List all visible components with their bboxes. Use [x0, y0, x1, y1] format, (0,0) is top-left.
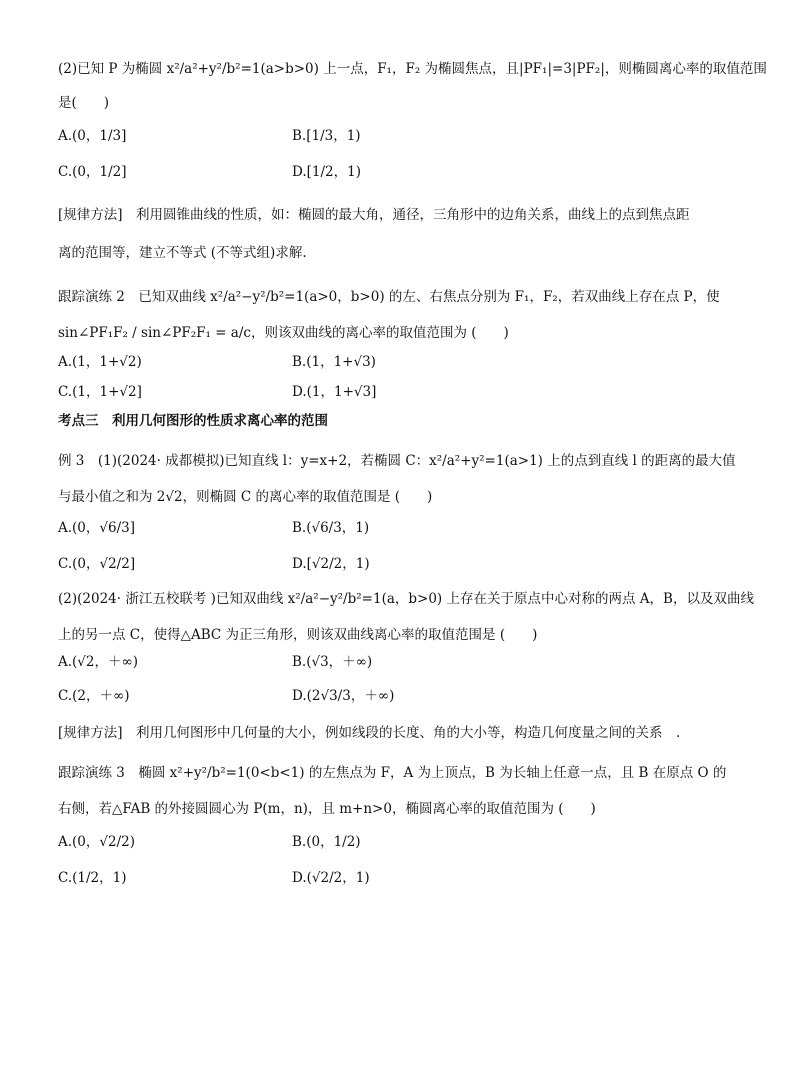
option-c[interactable]: C.(0，√2/2]: [58, 556, 136, 572]
track-exercise-3: [58, 764, 748, 892]
document-page: [58, 60, 767, 892]
option-b[interactable]: B.(√6/3，1): [292, 520, 370, 536]
example-3-1-line-2: 与最小值之和为 2√2，则椭圆 C 的离心率的取值范围是 ( ): [58, 489, 433, 505]
option-c[interactable]: C.(1，1+√2]: [58, 384, 142, 400]
option-c[interactable]: C.(0，1/2]: [58, 164, 127, 180]
problem-2-line-2: 是( ): [58, 95, 110, 111]
option-d[interactable]: D.[1/2，1): [292, 164, 361, 180]
option-d[interactable]: D.[√2/2，1): [292, 556, 370, 572]
method-note-1-line-2: 离的范围等，建立不等式 (不等式组)求解.: [58, 245, 307, 261]
example-3-part-1: [58, 452, 748, 578]
problem-2-line-1: (2)已知 P 为椭圆 x²/a²+y²/b²=1(a>b>0) 上一点，F₁，F₂ 为椭圆焦点，且|PF₁|=3|PF₂|，则椭圆离心率的取值范围: [58, 61, 767, 77]
option-b[interactable]: B.(0，1/2): [292, 834, 361, 850]
track-exercise-2-line-2: sin∠PF₁F₂ / sin∠PF₂F₁ = a/c，则该双曲线的离心率的取值范围为 ( ): [58, 325, 509, 341]
problem-2: [58, 60, 767, 186]
option-b[interactable]: B.[1/3，1): [292, 128, 361, 144]
section-heading: 考点三 利用几何图形的性质求离心率的范围: [58, 413, 328, 429]
method-note-1-line-1: [规律方法] 利用圆锥曲线的性质，如：椭圆的最大角，通径，三角形中的边角关系，曲线上的点到焦点距: [58, 207, 690, 223]
option-d[interactable]: D.(2√3/3，＋∞): [292, 688, 395, 704]
option-a[interactable]: A.(1，1+√2): [58, 354, 142, 370]
option-d[interactable]: D.(1，1+√3]: [292, 384, 377, 400]
option-a[interactable]: A.(√2，＋∞): [58, 654, 139, 670]
option-b[interactable]: B.(√3，＋∞): [292, 654, 373, 670]
example-3-part-2: [58, 590, 754, 710]
example-3-2-line-2: 上的另一点 C，使得△ABC 为正三角形，则该双曲线离心率的取值范围是 ( ): [58, 627, 538, 643]
example-3-2-line-1: (2)(2024· 浙江五校联考 )已知双曲线 x²/a²−y²/b²=1(a，b>0) 上存在关于原点中心对称的两点 A，B，以及双曲线: [58, 591, 754, 607]
method-note-1: [58, 206, 748, 262]
option-c[interactable]: C.(2，＋∞): [58, 688, 130, 704]
example-3-1-line-1: 例 3 (1)(2024· 成都模拟)已知直线 l：y=x+2，若椭圆 C：x²/a²+y²=1(a>1) 上的点到直线 l 的距离的最大值: [58, 453, 736, 469]
track-exercise-3-line-2: 右侧，若△FAB 的外接圆圆心为 P(m，n)，且 m+n>0，椭圆离心率的取值范围为 ( ): [58, 801, 596, 817]
track-exercise-3-line-1: 跟踪演练 3 椭圆 x²+y²/b²=1(0<b<1) 的左焦点为 F，A 为上顶点，B 为长轴上任意一点，且 B 在原点 O 的: [58, 765, 727, 781]
option-a[interactable]: A.(0，√2/2): [58, 834, 135, 850]
option-b[interactable]: B.(1，1+√3): [292, 354, 376, 370]
option-a[interactable]: A.(0，1/3]: [58, 128, 127, 144]
method-note-2: [规律方法] 利用几何图形中几何量的大小，例如线段的长度、角的大小等，构造几何度量之间的关系 .: [58, 725, 681, 741]
track-exercise-2: [58, 288, 748, 406]
track-exercise-2-line-1: 跟踪演练 2 已知双曲线 x²/a²−y²/b²=1(a>0，b>0) 的左、右焦点分别为 F₁，F₂，若双曲线上存在点 P，使: [58, 289, 720, 305]
option-d[interactable]: D.(√2/2，1): [292, 870, 370, 886]
option-a[interactable]: A.(0，√6/3]: [58, 520, 135, 536]
option-c[interactable]: C.(1/2，1): [58, 870, 127, 886]
